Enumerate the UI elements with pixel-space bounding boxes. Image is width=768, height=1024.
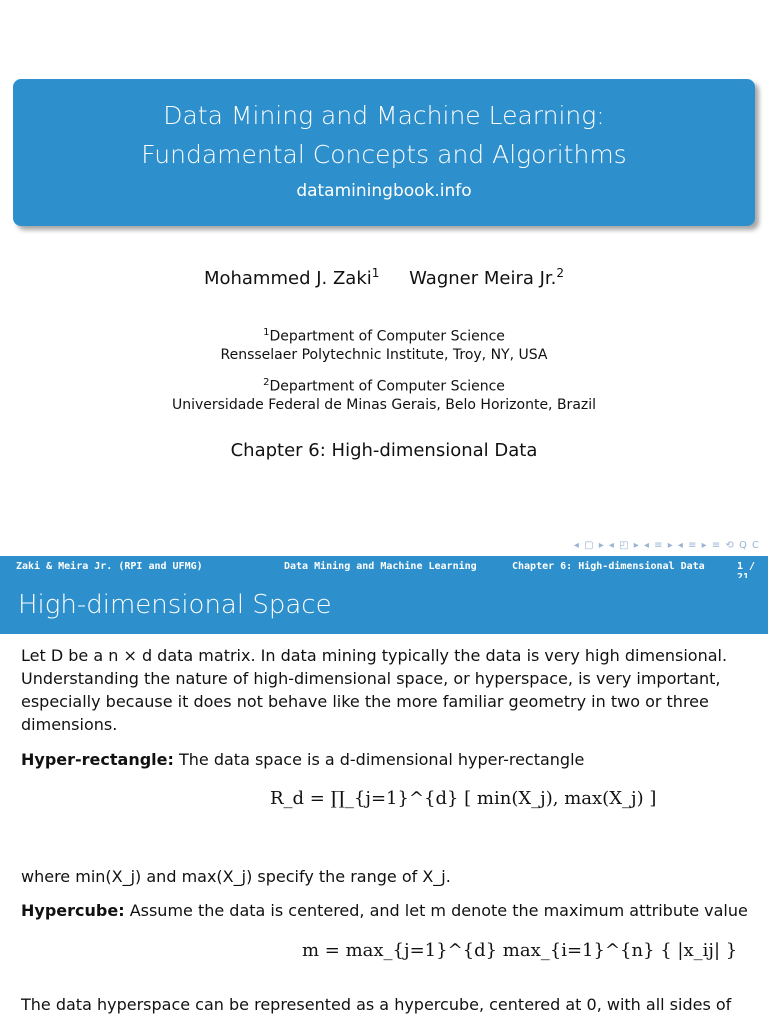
footer-authors: Zaki & Meira Jr. (RPI and UFMG) — [16, 561, 203, 572]
slide-footer — [0, 556, 768, 578]
hypercube-paragraph — [21, 899, 751, 922]
hypercube-text: Assume the data is centered, and let m denote the maximum attribute value — [129, 901, 748, 920]
hyper-rectangle-text: The data space is a d-dimensional hyper-rectangle — [179, 750, 585, 769]
hyper-rectangle-equation: R_d = ∏_{j=1}^{d} [ min(X_j), max(X_j) ] — [270, 788, 657, 809]
footer-book: Data Mining and Machine Learning — [284, 561, 477, 572]
author-1: Mohammed J. Zaki$^1$ — [203, 266, 380, 289]
authors — [0, 266, 768, 289]
title-line-1: Data Mining and Machine Learning: — [163, 101, 605, 130]
beamer-navigation-icons[interactable]: ◂ ▢ ▸ ◂ ◰ ▸ ◂ ≡ ▸ ◂ ≡ ▸ ≡ ⟲ Q C — [573, 540, 760, 551]
affiliation-1: $^1$Department of Computer Science Rensselaer Polytechnic Institute, Troy, NY, USA — [220, 327, 548, 363]
hyper-rectangle-label: Hyper-rectangle: — [21, 750, 174, 769]
intro-line-3: especially because it does not behave like the more familiar geometry in two or three — [21, 692, 709, 711]
max-attribute-equation: m = max_{j=1}^{d} max_{i=1}^{n} { |x_ij| } — [302, 940, 738, 961]
title-line-2: Fundamental Concepts and Algorithms — [141, 140, 627, 169]
hypercube-label: Hypercube: — [21, 901, 125, 920]
footer-chapter: Chapter 6: High-dimensional Data — [512, 561, 705, 572]
author-2: Wagner Meira Jr.$^2$ — [409, 266, 565, 289]
title-box — [13, 79, 755, 226]
book-url[interactable]: dataminingbook.info — [296, 181, 472, 201]
hyper-rectangle-paragraph — [21, 748, 751, 771]
where-paragraph: where min(X_j) and max(X_j) specify the range of X_j. — [21, 867, 451, 886]
intro-line-4: dimensions. — [21, 715, 118, 734]
chapter-title: Chapter 6: High-dimensional Data — [230, 440, 538, 461]
intro-line-1: Let D be a n × d data matrix. In data mining typically the data is very high dimensional. — [21, 646, 728, 665]
frame-title-text: High-dimensional Space — [18, 590, 332, 620]
footer-page: 1 / — [737, 561, 756, 572]
intro-line-2: Understanding the nature of high-dimensional space, or hyperspace, is very important, — [21, 669, 721, 688]
intro-paragraph — [21, 644, 751, 736]
affiliation-2: $^2$Department of Computer Science Universidade Federal de Minas Gerais, Belo Horizonte, Brazil — [171, 377, 597, 413]
frame-title — [0, 578, 768, 634]
hyperspace-paragraph: The data hyperspace can be represented as a hypercube, centered at 0, with all sides of — [21, 995, 732, 1014]
